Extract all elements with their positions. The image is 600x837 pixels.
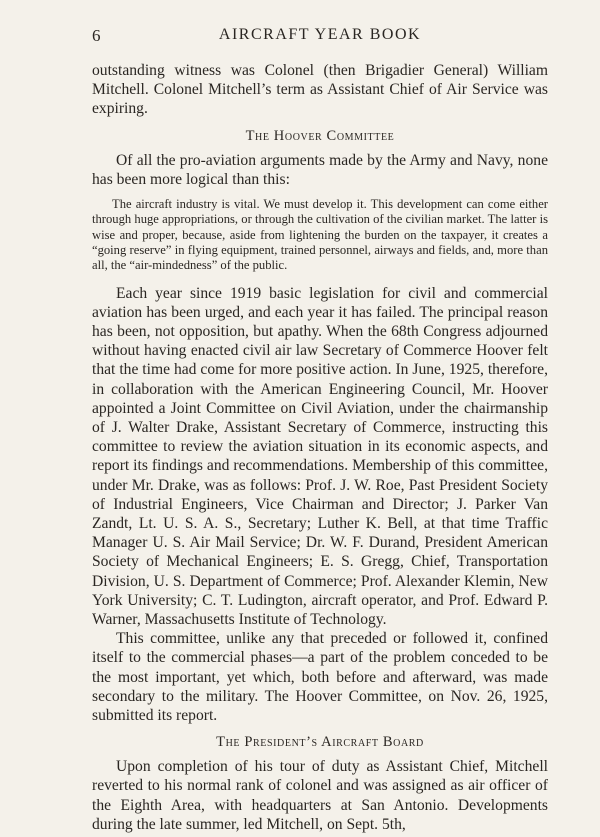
board-paragraph: Upon completion of his tour of duty as Assistant Chief, Mitchell reverted to his normal rank of colonel and was assigned as air officer of the Eighth Area, with headquarters at San Antonio. Developments during the late summer, led Mitchell, on Sept. 5th,	[92, 758, 548, 833]
section-heading-hoover-committee: The Hoover Committee	[245, 127, 395, 144]
section-heading-presidents-aircraft-board: The President’s Aircraft Board	[216, 734, 424, 751]
block-quote	[92, 197, 548, 273]
running-title: AIRCRAFT YEAR BOOK	[218, 26, 422, 43]
quote-text: The aircraft industry is vital. We must develop it. This development can come either through huge appropriations, or through the cultivation of the civilian market. The latter is wise and proper, because, aside from lightening the burden on the taxpayer, it creates a “going reserve” in flying equipment, trained personnel, airways and fields, and, more than all, the “air-mindedness” of the public.	[92, 197, 548, 273]
page-number: 6	[92, 26, 101, 45]
opening-paragraph: outstanding witness was Colonel (then Brigadier General) William Mitchell. Colonel Mitchell’s term as Assistant Chief of Air Service was expiring.	[92, 62, 548, 118]
hoover-intro-paragraph: Of all the pro-aviation arguments made by the Army and Navy, none has been more logical than this:	[92, 151, 548, 188]
committee-paragraph: This committee, unlike any that preceded or followed it, confined itself to the commercial phases—a part of the problem conceded to be the most important, yet which, both before and afterward, was made secondary to the military. The Hoover Committee, on Nov. 26, 1925, submitted its report.	[92, 630, 548, 724]
page-body	[92, 61, 548, 834]
legislation-paragraph: Each year since 1919 basic legislation for civil and commercial aviation has been urged, and each year it has failed. The principal reason has been, not opposition, but apathy. When the 68th Congress adjourned without having enacted civil air law Secretary of Commerce Hoover felt that the time had come for more positive action. In June, 1925, therefore, in collaboration with the American Engineering Council, Mr. Hoover appointed a Joint Committee on Civil Aviation, under the chairmanship of J. Walter Drake, Assistant Secretary of Commerce, instructing this committee to review the aviation situation in its economic aspects, and report its findings and recommendations. Membership of this committee, under Mr. Drake, was as follows: Prof. J. W. Roe, Past President Society of Industrial Engineers, Vice Chairman and Director; J. Parker Van Zandt, Lt. U. S. A. S., Secretary; Luther K. Bell, at that time Traffic Manager U. S. Air Mail Service; Dr. W. F. Durand, President American Society of Mechanical Engineers; E. S. Gregg, Chief, Transportation Division, U. S. Department of Commerce; Prof. Alexander Klemin, New York University; C. T. Ludington, aircraft operator, and Prof. Edward P. Warner, Massachusetts Institute of Technology.	[92, 284, 548, 628]
page-header	[92, 26, 548, 48]
